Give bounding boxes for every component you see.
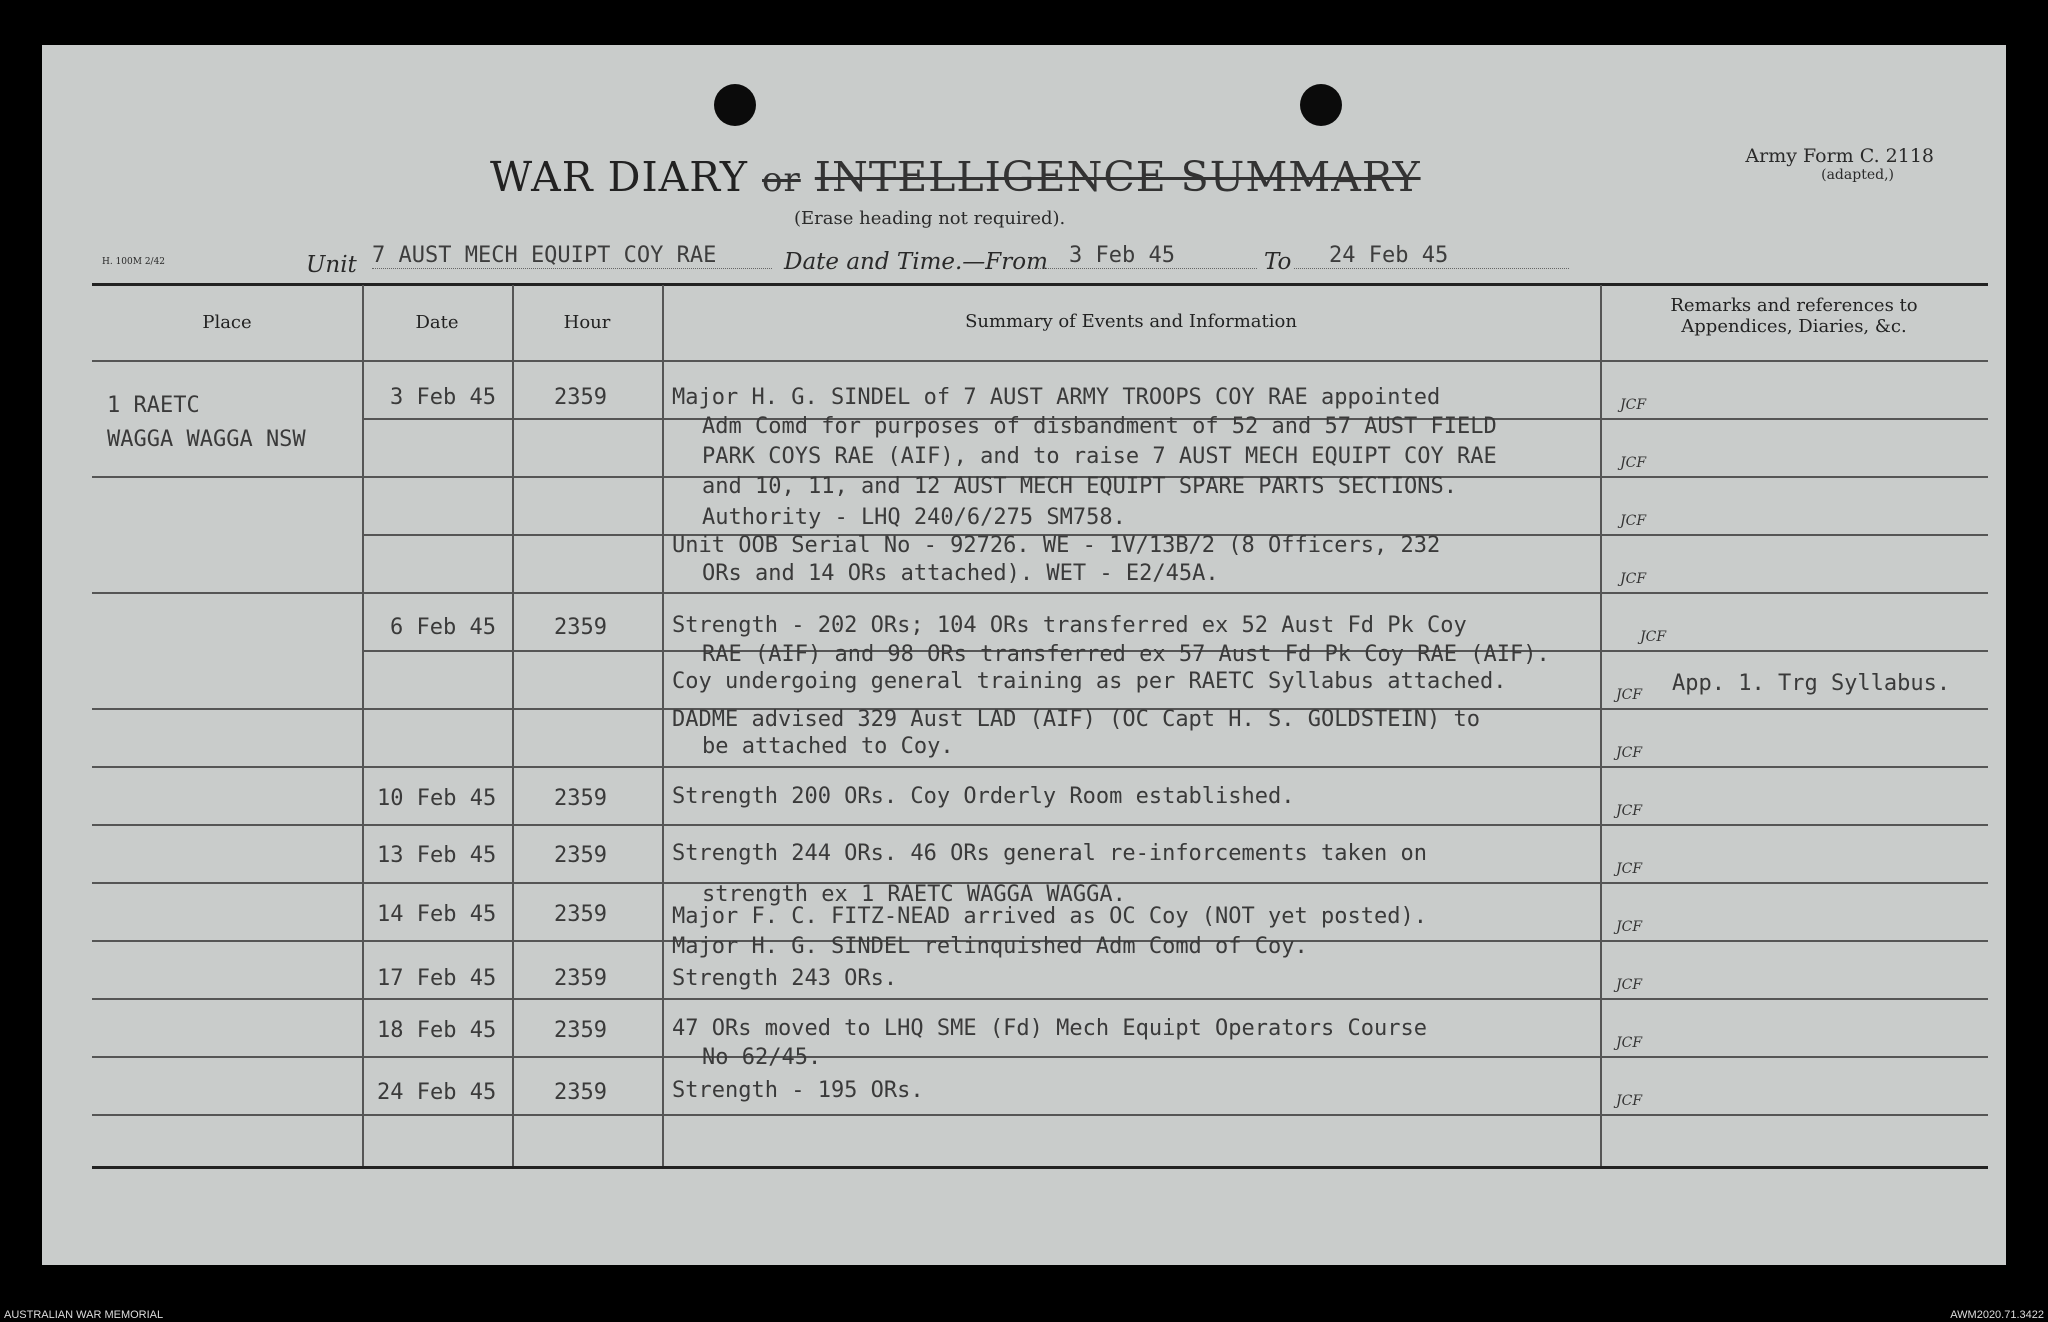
initials-mark: JCF (1616, 861, 1643, 877)
entry-date: 6 Feb 45 (390, 615, 496, 640)
summary-line: Unit OOB Serial No - 92726. WE - 1V/13B/2 (8 Officers, 232 (672, 533, 1441, 558)
initials-mark: JCF (1616, 919, 1643, 935)
summary-line: Strength - 202 ORs; 104 ORs transferred ex 52 Aust Fd Pk Coy (672, 613, 1467, 638)
summary-line: Strength - 195 ORs. (672, 1078, 924, 1103)
summary-line: be attached to Coy. (702, 734, 954, 759)
print-reference: H. 100M 2/42 (102, 257, 166, 267)
entry-hour: 2359 (554, 1080, 607, 1105)
to-label: To (1264, 249, 1292, 275)
punch-hole (1300, 84, 1342, 126)
summary-line: Adm Comd for purposes of disbandment of 52 and 57 AUST FIELD (702, 414, 1497, 439)
entry-date: 18 Feb 45 (377, 1018, 497, 1043)
form-title (490, 153, 1421, 201)
to-value: 24 Feb 45 (1294, 243, 1569, 269)
entry-date: 13 Feb 45 (377, 843, 497, 868)
unit-value: 7 AUST MECH EQUIPT COY RAE (372, 243, 772, 269)
summary-line: Strength 244 ORs. 46 ORs general re-inforcements taken on (672, 841, 1427, 866)
summary-line: Authority - LHQ 240/6/275 SM758. (702, 505, 1126, 530)
place-line: WAGGA WAGGA NSW (107, 427, 306, 452)
remarks-header-line: Appendices, Diaries, &c. (1681, 316, 1907, 337)
entry-date: 14 Feb 45 (377, 902, 497, 927)
entry-hour: 2359 (554, 1018, 607, 1043)
col-header-hour: Hour (563, 312, 611, 333)
row-rule (92, 998, 1988, 1000)
summary-line: PARK COYS RAE (AIF), and to raise 7 AUST MECH EQUIPT COY RAE (702, 444, 1497, 469)
entry-hour: 2359 (554, 966, 607, 991)
initials-mark: JCF (1616, 1035, 1643, 1051)
summary-line: No 62/45. (702, 1045, 822, 1070)
army-form-sub: (adapted,) (1821, 167, 1894, 183)
summary-line: Coy undergoing general training as per RAETC Syllabus attached. (672, 669, 1507, 694)
row-rule (92, 360, 1988, 362)
entry-date: 17 Feb 45 (377, 966, 497, 991)
row-rule (92, 766, 1988, 768)
title-struck: INTELLIGENCE SUMMARY (814, 153, 1421, 201)
footer-source: AUSTRALIAN WAR MEMORIAL (4, 1309, 164, 1321)
footer-reference: AWM2020.71.3422 (1950, 1309, 2044, 1321)
diary-sheet (42, 45, 2006, 1265)
entry-date: 10 Feb 45 (377, 786, 497, 811)
army-form-number: Army Form C. 2118 (1745, 145, 1934, 167)
from-value: 3 Feb 45 (1027, 243, 1257, 269)
summary-line: Strength 200 ORs. Coy Orderly Room established. (672, 784, 1295, 809)
title-or: or (762, 160, 801, 200)
table-top-rule (92, 283, 1988, 286)
initials-mark: JCF (1616, 803, 1643, 819)
summary-line: Strength 243 ORs. (672, 966, 898, 991)
row-rule (92, 1056, 1988, 1058)
entry-hour: 2359 (554, 385, 607, 410)
unit-label: Unit (306, 252, 357, 278)
remark-appendix: App. 1. Trg Syllabus. (1672, 671, 1951, 696)
initials-mark: JCF (1620, 397, 1647, 413)
date-label: Date and Time.—From (784, 249, 1048, 275)
entry-hour: 2359 (554, 843, 607, 868)
punch-hole (714, 84, 756, 126)
initials-mark: JCF (1616, 977, 1643, 993)
col-header-place: Place (202, 312, 252, 333)
row-rule (92, 1114, 1988, 1116)
initials-mark: JCF (1616, 745, 1643, 761)
col-header-summary: Summary of Events and Information (965, 311, 1297, 332)
row-rule (92, 824, 1988, 826)
initials-mark: JCF (1640, 629, 1667, 645)
initials-mark: JCF (1620, 513, 1647, 529)
summary-line: strength ex 1 RAETC WAGGA WAGGA. (702, 882, 1126, 907)
summary-line: 47 ORs moved to LHQ SME (Fd) Mech Equipt Operators Course (672, 1016, 1427, 1041)
entry-hour: 2359 (554, 615, 607, 640)
entry-hour: 2359 (554, 902, 607, 927)
place-line: 1 RAETC (107, 393, 200, 418)
row-rule (92, 592, 1988, 594)
summary-line: and 10, 11, and 12 AUST MECH EQUIPT SPARE PARTS SECTIONS. (702, 474, 1457, 499)
entry-hour: 2359 (554, 786, 607, 811)
title-main: WAR DIARY (490, 153, 748, 201)
col-header-remarks (1600, 295, 1988, 337)
summary-line: ORs and 14 ORs attached). WET - E2/45A. (702, 561, 1219, 586)
table-bottom-rule (92, 1166, 1988, 1169)
initials-mark: JCF (1620, 455, 1647, 471)
initials-mark: JCF (1620, 571, 1647, 587)
initials-mark: JCF (1616, 687, 1643, 703)
summary-line: Major H. G. SINDEL relinquished Adm Comd of Coy. (672, 934, 1308, 959)
entry-date: 3 Feb 45 (390, 385, 496, 410)
summary-line: Major H. G. SINDEL of 7 AUST ARMY TROOPS COY RAE appointed (672, 385, 1441, 410)
army-form-ref (1745, 145, 1934, 183)
col-header-date: Date (415, 312, 459, 333)
summary-line: Major F. C. FITZ-NEAD arrived as OC Coy (NOT yet posted). (672, 904, 1427, 929)
remarks-header-line: Remarks and references to (1670, 295, 1918, 316)
summary-line: RAE (AIF) and 98 ORs transferred ex 57 Aust Fd Pk Coy RAE (AIF). (702, 642, 1550, 667)
erase-note: (Erase heading not required). (794, 208, 1066, 229)
initials-mark: JCF (1616, 1093, 1643, 1109)
entry-date: 24 Feb 45 (377, 1080, 497, 1105)
summary-line: DADME advised 329 Aust LAD (AIF) (OC Capt H. S. GOLDSTEIN) to (672, 707, 1480, 732)
